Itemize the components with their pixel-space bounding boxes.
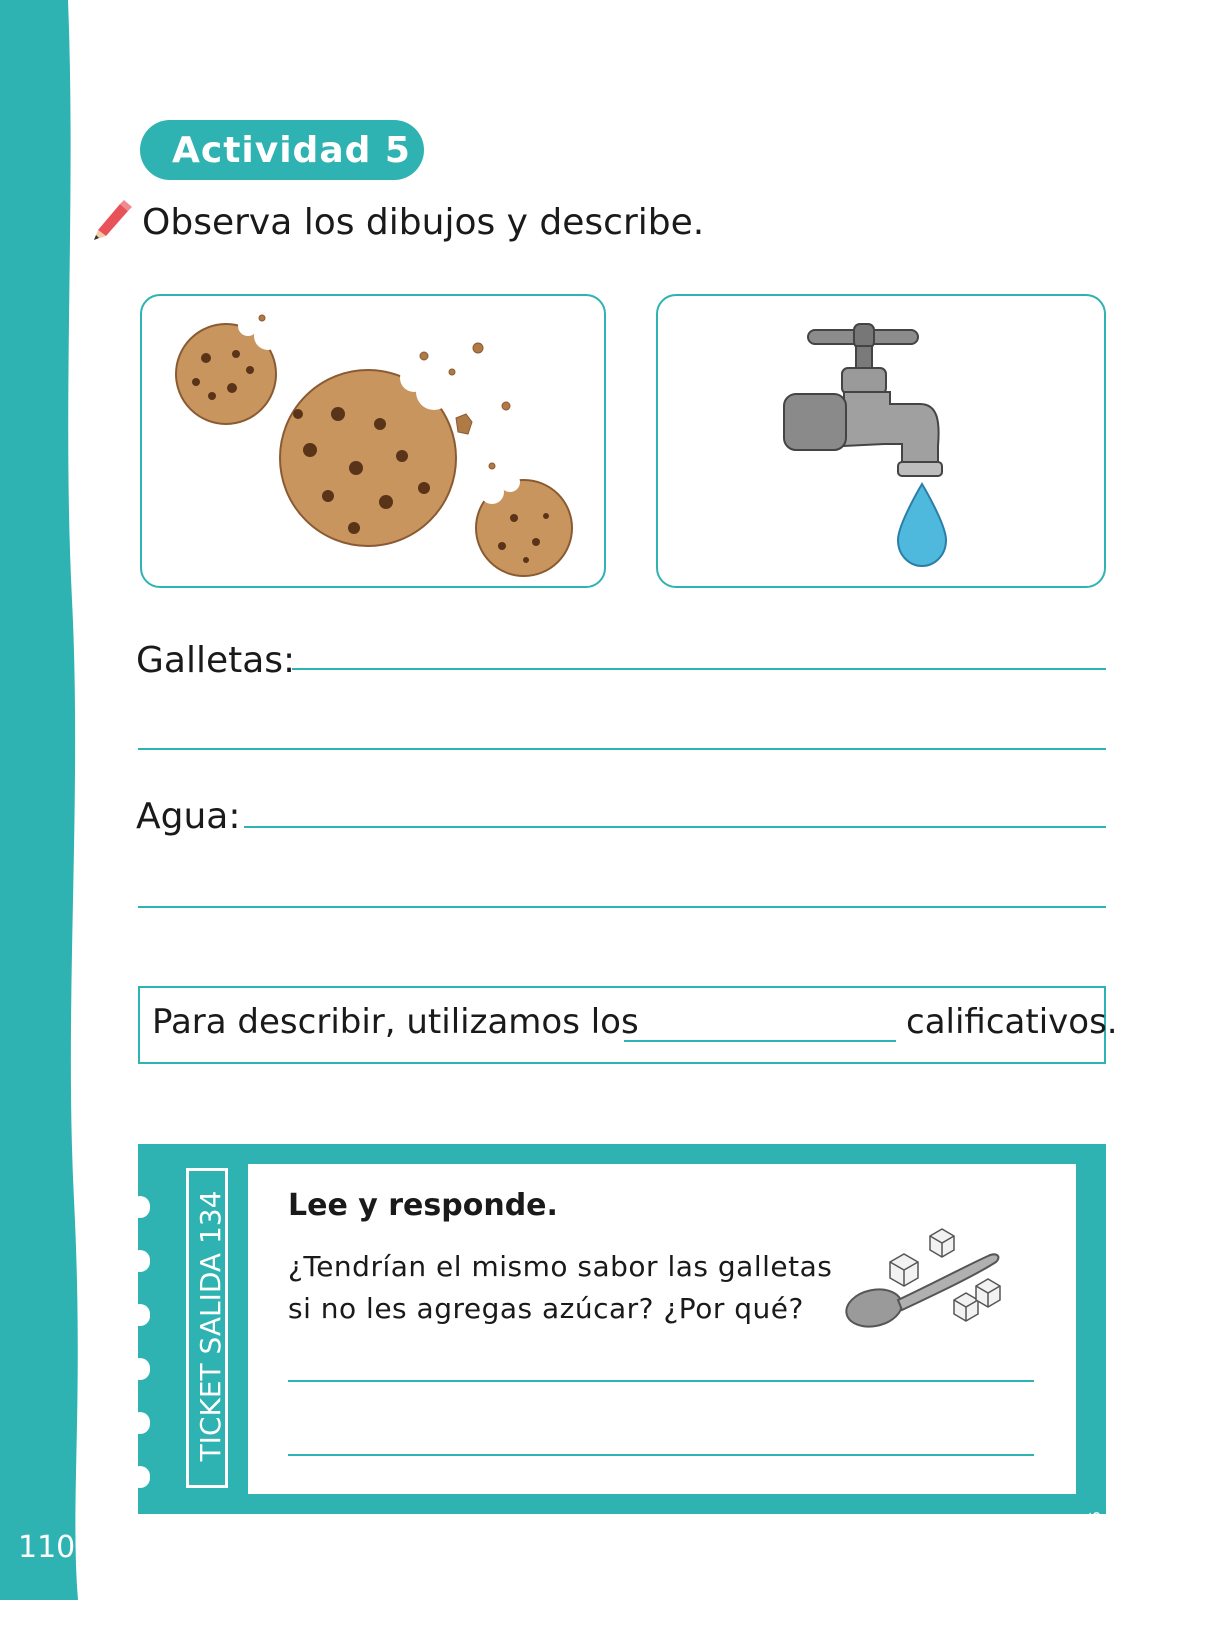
ticket-content	[248, 1164, 1076, 1494]
ticket-label-frame	[186, 1168, 228, 1488]
ticket-notch	[130, 1466, 150, 1488]
ticket-question-line-1: ¿Tendrían el mismo sabor las galletas	[288, 1250, 833, 1283]
ticket-heading: Lee y responde.	[288, 1188, 558, 1223]
galletas-label: Galletas:	[136, 640, 296, 681]
agua-answer-line-2[interactable]	[138, 906, 1106, 908]
summary-blank-line[interactable]	[624, 1040, 896, 1042]
agua-answer-line-1[interactable]	[244, 826, 1106, 828]
ticket-answer-line-1[interactable]	[288, 1380, 1034, 1382]
summary-text-start: Para describir, utilizamos los	[152, 1002, 639, 1042]
galletas-answer-line-1[interactable]	[292, 668, 1106, 670]
ticket-notch	[130, 1412, 150, 1434]
faucet-illustration	[658, 296, 1104, 586]
summary-text-end: calificativos.	[906, 1002, 1118, 1042]
curriculum-tag: LECTURA OA 5	[1088, 1507, 1104, 1646]
ticket-notch	[130, 1304, 150, 1326]
ticket-question-line-2: si no les agregas azúcar? ¿Por qué?	[288, 1292, 804, 1325]
galletas-answer-line-2[interactable]	[138, 748, 1106, 750]
ticket-label: TICKET SALIDA 134	[194, 1190, 227, 1462]
ticket-answer-line-2[interactable]	[288, 1454, 1034, 1456]
cookies-illustration	[142, 296, 604, 586]
activity-title: Actividad 5	[140, 120, 424, 180]
agua-label: Agua:	[136, 796, 241, 837]
exit-ticket	[138, 1144, 1106, 1646]
cookies-picture-frame	[140, 294, 606, 588]
page-number: 110	[18, 1530, 76, 1565]
ticket-notch	[130, 1196, 150, 1218]
faucet-picture-frame	[656, 294, 1106, 588]
spoon-with-sugar-cubes-picture	[836, 1220, 1016, 1340]
summary-sentence-box	[138, 986, 1118, 1064]
instruction-text: Observa los dibujos y describe.	[142, 202, 705, 243]
ticket-notch	[130, 1358, 150, 1380]
pencil-icon	[88, 196, 134, 242]
ticket-notch	[130, 1250, 150, 1272]
